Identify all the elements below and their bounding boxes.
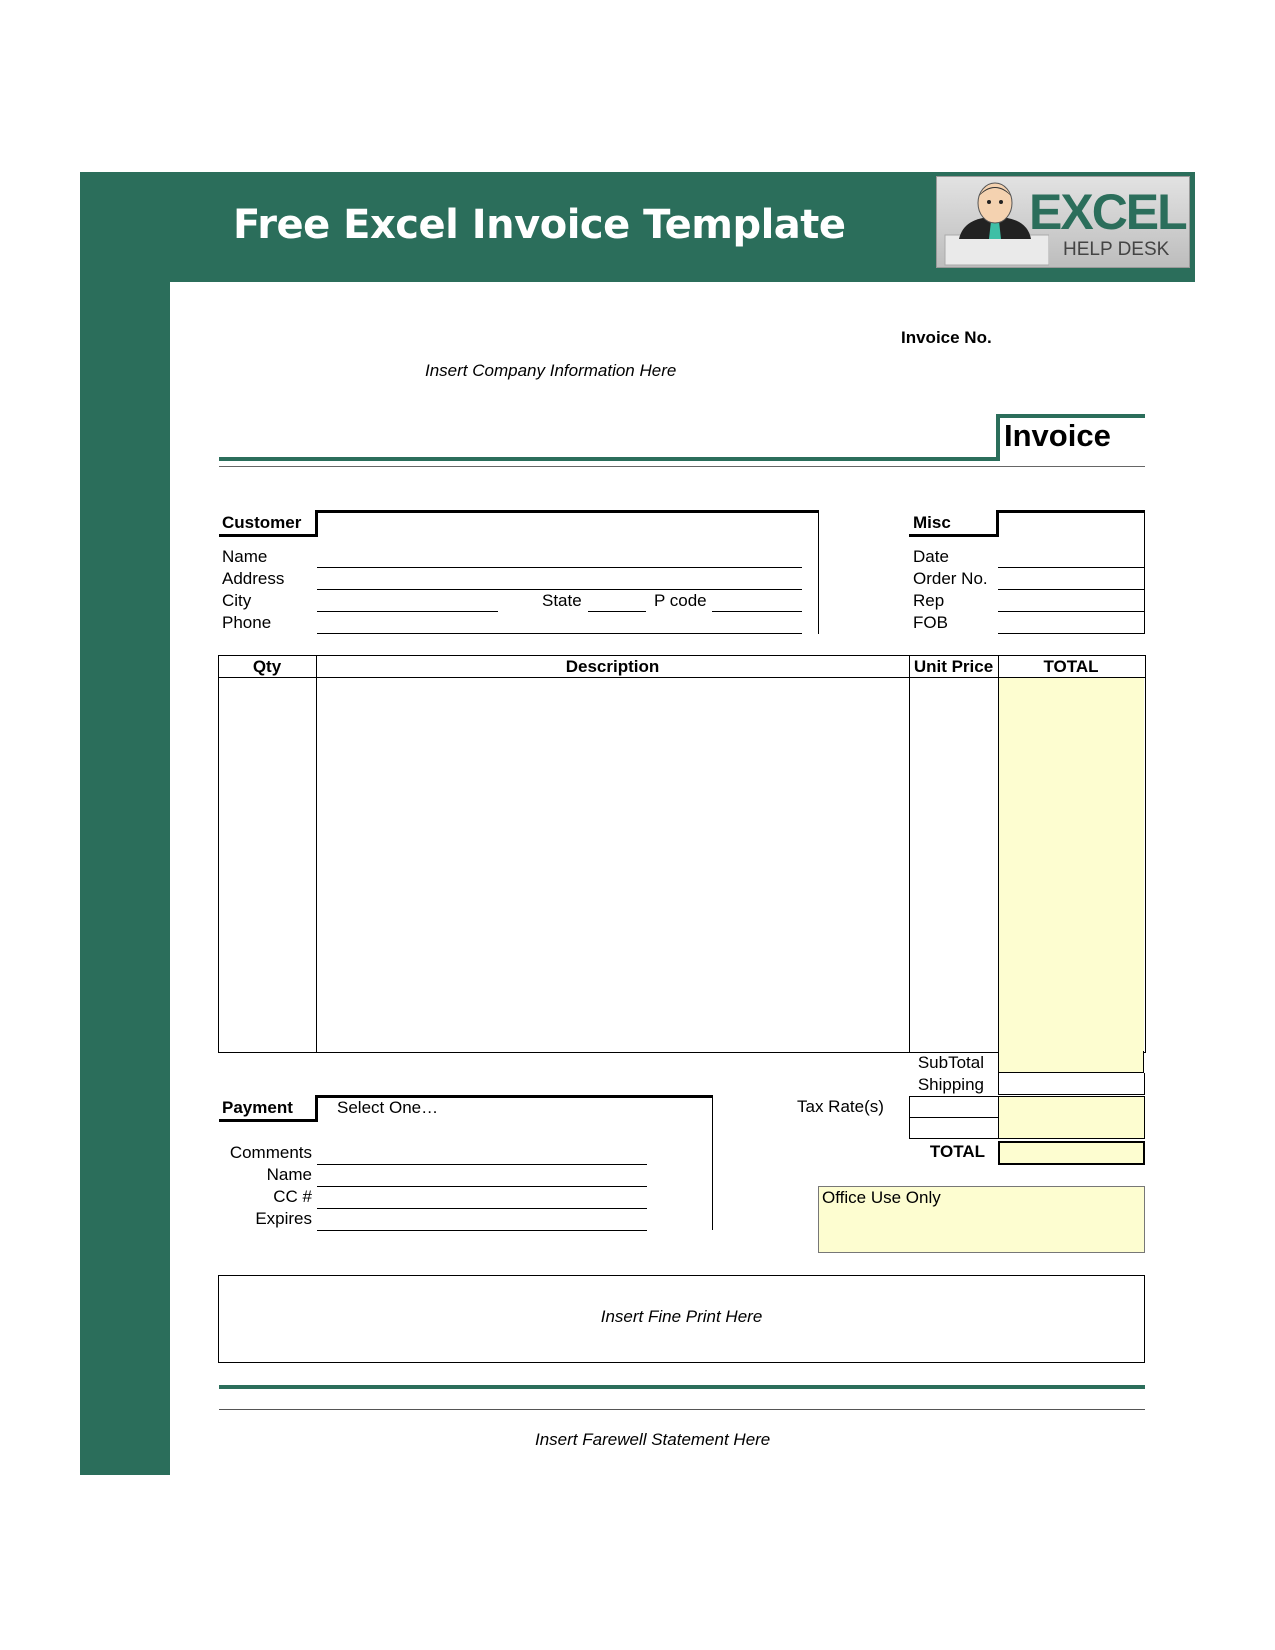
misc-rep-label: Rep — [913, 591, 945, 610]
column-header-unit-price: Unit Price — [913, 657, 994, 676]
column-header-total: TOTAL — [1043, 657, 1099, 676]
farewell-text[interactable]: Insert Farewell Statement Here — [535, 1430, 771, 1449]
grand-total-label: TOTAL — [929, 1142, 985, 1161]
payment-cc-label: CC # — [273, 1187, 312, 1206]
column-header-description: Description — [565, 657, 660, 676]
customer-pcode-label: P code — [654, 591, 707, 610]
customer-address-label: Address — [222, 569, 285, 588]
items-col-divider-3 — [998, 655, 999, 1052]
shipping-cell[interactable] — [998, 1073, 1145, 1095]
customer-box-top — [315, 510, 819, 513]
invoice-heading-underline — [219, 466, 1145, 467]
misc-date-label: Date — [913, 547, 949, 566]
items-col-divider-2 — [909, 655, 910, 1052]
misc-box-step — [996, 510, 999, 537]
customer-state-label: State — [542, 591, 582, 610]
misc-fob-label: FOB — [913, 613, 948, 632]
payment-box-step — [315, 1095, 318, 1122]
payment-name-label: Name — [266, 1165, 312, 1184]
excel-help-desk-logo — [936, 176, 1190, 268]
customer-heading: Customer — [222, 513, 302, 532]
column-header-qty: Qty — [252, 657, 282, 676]
footer-rule-thin — [219, 1409, 1145, 1410]
items-header-rule — [218, 677, 1145, 678]
payment-comments-field[interactable] — [317, 1164, 647, 1165]
customer-heading-underline — [219, 534, 316, 537]
misc-rep-field[interactable] — [998, 611, 1144, 612]
customer-phone-label: Phone — [222, 613, 272, 632]
footer-rule-green — [219, 1385, 1145, 1389]
customer-city-field[interactable] — [317, 611, 498, 612]
misc-box-right — [1144, 510, 1145, 634]
subtotal-cell[interactable] — [998, 1051, 1144, 1073]
customer-address-field[interactable] — [317, 589, 802, 590]
misc-date-field[interactable] — [998, 567, 1144, 568]
office-use-label: Office Use Only — [822, 1188, 941, 1207]
misc-order-no-label: Order No. — [913, 569, 988, 588]
left-sidebar-band — [80, 282, 170, 1475]
customer-name-field[interactable] — [317, 567, 802, 568]
misc-heading-underline — [909, 534, 998, 537]
customer-phone-field[interactable] — [317, 633, 802, 634]
items-table — [218, 655, 1146, 1053]
tax-amount-cell-2[interactable] — [998, 1117, 1145, 1139]
payment-comments-label: Comments — [229, 1143, 312, 1162]
invoice-heading: Invoice — [1004, 418, 1111, 453]
payment-method-select[interactable]: Select One… — [337, 1098, 439, 1117]
payment-cc-field[interactable] — [317, 1208, 647, 1209]
customer-city-label: City — [222, 591, 252, 610]
payment-heading: Payment — [222, 1098, 293, 1117]
payment-box-right — [712, 1095, 713, 1230]
grand-total-cell[interactable] — [998, 1141, 1145, 1165]
shipping-label: Shipping — [917, 1075, 984, 1094]
customer-state-field[interactable] — [588, 611, 646, 612]
items-col-divider-1 — [316, 655, 317, 1052]
logo-helpdesk-text: HELP DESK — [1063, 239, 1170, 260]
payment-expires-label: Expires — [255, 1209, 312, 1228]
misc-order-no-field[interactable] — [998, 589, 1144, 590]
customer-pcode-field[interactable] — [712, 611, 802, 612]
invoice-heading-box-left — [996, 414, 1000, 461]
customer-name-label: Name — [222, 547, 268, 566]
customer-box-right — [818, 510, 819, 634]
invoice-no-label: Invoice No. — [901, 328, 992, 347]
payment-heading-underline — [219, 1119, 316, 1122]
tax-rate-label: Tax Rate(s) — [797, 1097, 884, 1116]
payment-expires-field[interactable] — [317, 1230, 647, 1231]
invoice-heading-rule — [219, 457, 999, 461]
page-title: Free Excel Invoice Template — [233, 202, 846, 248]
misc-heading: Misc — [913, 513, 951, 532]
misc-box-top — [996, 510, 1145, 513]
fine-print-text[interactable]: Insert Fine Print Here — [600, 1307, 763, 1326]
tax-amount-cell-1[interactable] — [998, 1096, 1145, 1118]
tax-rate-input-2[interactable] — [909, 1117, 999, 1139]
misc-fob-field[interactable] — [998, 633, 1144, 634]
company-info-placeholder[interactable]: Insert Company Information Here — [425, 361, 677, 380]
payment-name-field[interactable] — [317, 1186, 647, 1187]
tax-rate-input-1[interactable] — [909, 1096, 999, 1118]
customer-box-step — [315, 510, 318, 537]
logo-excel-text: EXCEL — [1029, 184, 1186, 240]
subtotal-label: SubTotal — [917, 1053, 984, 1072]
